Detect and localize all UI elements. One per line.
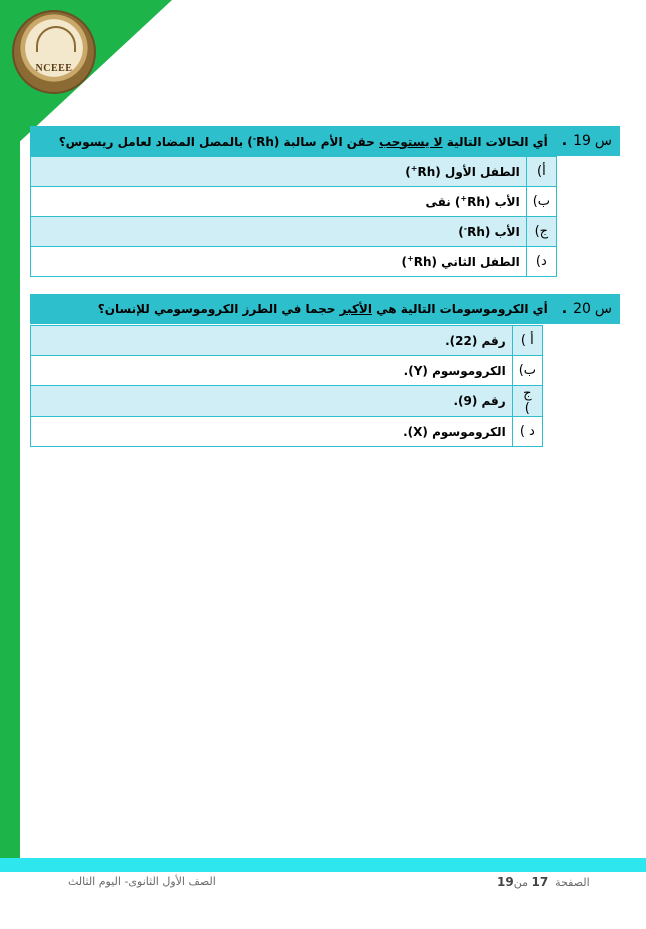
- question-symbol: س: [594, 301, 612, 317]
- option-row[interactable]: [31, 326, 543, 356]
- option-text: الكروموسوم (X).: [31, 417, 513, 447]
- question-symbol: س: [594, 133, 612, 149]
- nceee-logo: [12, 10, 96, 94]
- option-letter: أ ): [512, 326, 542, 356]
- option-text: رقم (9).: [31, 386, 513, 417]
- question-19-text: أي الحالات التالية لا يستوجب حقن الأم سالبة (Rh-) بالمصل المضاد لعامل ريسوس؟: [58, 133, 548, 149]
- option-letter: د ): [512, 417, 542, 447]
- option-letter: د): [526, 247, 556, 277]
- question-dot: .: [561, 133, 568, 149]
- option-text: الطفل الثاني (Rh+): [31, 247, 527, 277]
- option-text: الطفل الأول (Rh+): [31, 157, 527, 187]
- option-row[interactable]: [31, 386, 543, 417]
- option-text: الأب (Rh-): [31, 217, 527, 247]
- footer-line: [0, 858, 646, 872]
- option-letter: أ): [526, 157, 556, 187]
- footer-grade-label: الصف الأول الثانوى- اليوم الثالث: [68, 875, 216, 888]
- option-row[interactable]: [31, 187, 557, 217]
- option-letter: ج ): [512, 386, 542, 417]
- question-19-header: [30, 126, 620, 156]
- option-text: الأب (Rh+) نقى: [31, 187, 527, 217]
- option-row[interactable]: [31, 356, 543, 386]
- option-row[interactable]: [31, 157, 557, 187]
- question-number: 19: [573, 133, 591, 149]
- option-row[interactable]: [31, 247, 557, 277]
- question-20-header: [30, 294, 620, 324]
- question-20-options: [30, 325, 543, 447]
- option-text: رقم (22).: [31, 326, 513, 356]
- question-20-text: أي الكروموسومات التالية هي الأكبر حجما في الطرز الكروموسومي للإنسان؟: [97, 302, 548, 316]
- option-letter: ب): [512, 356, 542, 386]
- option-letter: ب): [526, 187, 556, 217]
- logo-text: NCEEE: [35, 63, 73, 74]
- option-row[interactable]: [31, 417, 543, 447]
- logo-arch-icon: [36, 26, 76, 52]
- question-number: 20: [573, 301, 591, 317]
- option-row[interactable]: [31, 217, 557, 247]
- option-text: الكروموسوم (Y).: [31, 356, 513, 386]
- option-letter: ج): [526, 217, 556, 247]
- question-19-options: [30, 156, 557, 277]
- question-dot: .: [561, 301, 568, 317]
- footer-page-number: الصفحة 17 من19: [497, 875, 590, 889]
